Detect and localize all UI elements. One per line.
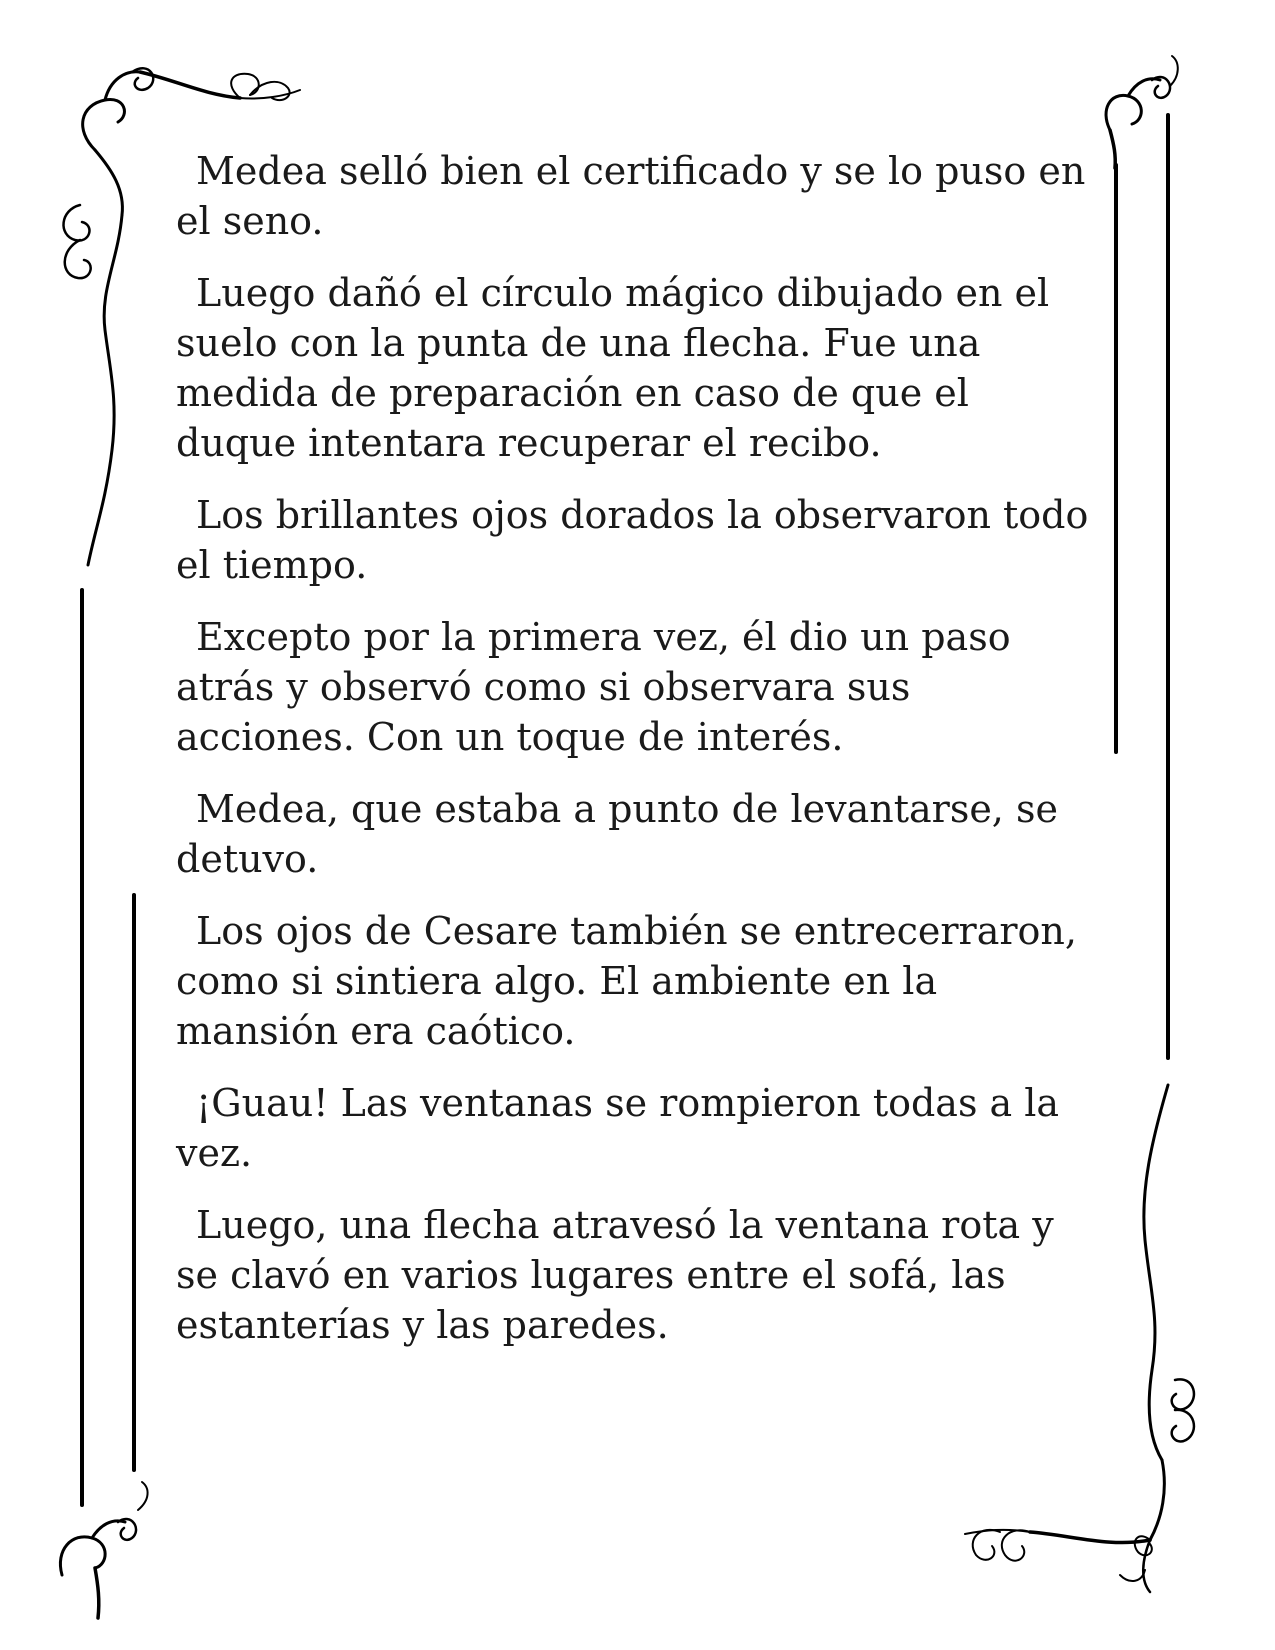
paragraph: Luego dañó el círculo mágico dibujado en el suelo con la punta de una flecha. Fue una medida de preparación en caso de que el duque intentara recuperar el recibo. — [176, 271, 1050, 465]
paragraph: Medea, que estaba a punto de levantarse, se detuvo. — [176, 787, 1058, 881]
paragraph: Medea selló bien el certificado y se lo puso en el seno. — [176, 149, 1086, 243]
paragraph: Los ojos de Cesare también se entrecerraron, como si sintiera algo. El ambiente en la mansión era caótico. — [176, 909, 1077, 1053]
paragraph: ¡Guau! Las ventanas se rompieron todas a la vez. — [176, 1081, 1060, 1175]
paragraph: Excepto por la primera vez, él dio un paso atrás y observó como si observara sus acciones. Con un toque de interés. — [176, 615, 1011, 759]
page-text — [176, 146, 1096, 1372]
paragraph: Luego, una flecha atravesó la ventana rota y se clavó en varios lugares entre el sofá, las estanterías y las paredes. — [176, 1203, 1054, 1347]
paragraph: Los brillantes ojos dorados la observaron todo el tiempo. — [176, 493, 1089, 587]
flourish-bottom-left-icon — [60, 1482, 147, 1618]
